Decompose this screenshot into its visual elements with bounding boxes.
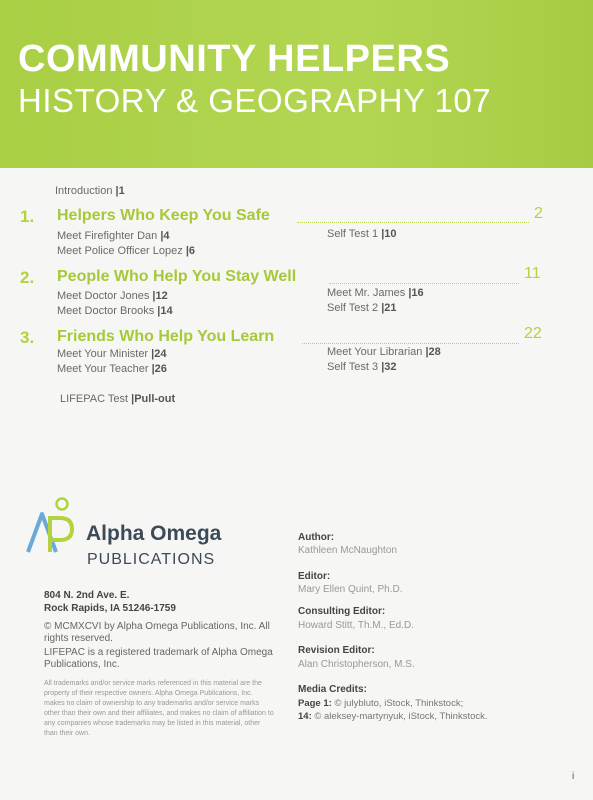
- consulting-editor-name: Howard Stitt, Th.M., Ed.D.: [298, 620, 414, 631]
- revision-editor-name: Alan Christopherson, M.S.: [298, 659, 415, 670]
- toc-entry-label: Meet Firefighter Dan: [57, 230, 158, 242]
- section-3-leader: [302, 343, 519, 344]
- toc-lifepac-test: [60, 393, 175, 405]
- toc-entry-page: |21: [381, 302, 397, 314]
- media-credit-2-label: 14:: [298, 711, 312, 722]
- trademark-fineprint: All trademarks and/or service marks referenced in this material are the property of their respective owners. Alpha Omega Publications, Inc. makes no claim of ownership to any trademarks and/or service marks other than their own and their affiliates, and makes no claim of affiliation to any companies whose trademarks may be listed in this material, other than their own.: [44, 680, 274, 737]
- course-subtitle: HISTORY & GEOGRAPHY 107: [18, 82, 492, 119]
- cover-banner: [0, 0, 593, 168]
- section-2-leader: [329, 283, 519, 284]
- toc-entry: [57, 305, 173, 317]
- section-1-leader: [297, 222, 529, 223]
- toc-entry: [57, 230, 170, 242]
- media-credit-1: [298, 698, 463, 709]
- media-credits-label: Media Credits:: [298, 684, 367, 695]
- section-3-number: 3.: [20, 328, 35, 347]
- toc-entry: [57, 348, 167, 360]
- toc-entry-page: |24: [151, 348, 167, 360]
- toc-entry-label: Self Test 2: [327, 302, 379, 314]
- page-number: i: [572, 771, 575, 782]
- address-line-1: 804 N. 2nd Ave. E.: [44, 590, 130, 601]
- editor-name: Mary Ellen Quint, Ph.D.: [298, 584, 403, 595]
- toc-entry-label: Meet Police Officer Lopez: [57, 245, 183, 257]
- toc-entry: [327, 346, 441, 358]
- toc-entry: [57, 363, 167, 375]
- section-3-title: Friends Who Help You Learn: [57, 328, 275, 345]
- media-credit-2: [298, 711, 488, 722]
- editor-label: Editor:: [298, 571, 331, 582]
- toc-entry-page: |16: [408, 287, 424, 299]
- section-1-number: 1.: [20, 207, 35, 226]
- toc-entry: [327, 228, 397, 240]
- revision-editor-label: Revision Editor:: [298, 645, 375, 656]
- section-2-number: 2.: [20, 268, 35, 287]
- author-label: Author:: [298, 532, 335, 543]
- toc-lifepac-page: |Pull-out: [131, 393, 176, 405]
- section-2-page: 11: [524, 265, 541, 282]
- toc-entry-page: |4: [160, 230, 170, 242]
- media-credit-1-label: Page 1:: [298, 698, 332, 709]
- alpha-omega-logo-icon: [24, 496, 78, 558]
- toc-entry-page: |6: [185, 245, 196, 257]
- toc-entry-page: |28: [425, 346, 441, 358]
- publisher-subname: PUBLICATIONS: [87, 551, 216, 568]
- publisher-name: Alpha Omega: [86, 522, 222, 545]
- toc-entry-label: Meet Your Librarian: [327, 346, 423, 358]
- toc-entry-page: |26: [151, 363, 167, 375]
- toc-entry-label: Meet Your Teacher: [57, 363, 149, 375]
- toc-entry-label: Meet Your Minister: [57, 348, 149, 360]
- unit-title: COMMUNITY HELPERS: [18, 38, 451, 80]
- media-credit-2-text: © aleksey-martynyuk, iStock, Thinkstock.: [314, 711, 488, 722]
- toc-entry-page: |14: [157, 305, 173, 317]
- toc-lifepac-label: LIFEPAC Test: [60, 393, 129, 405]
- section-1-title: Helpers Who Keep You Safe: [57, 207, 270, 224]
- section-3-page: 22: [524, 325, 542, 342]
- toc-entry-label: Meet Doctor Brooks: [57, 305, 155, 317]
- toc-entry-label: Self Test 1: [327, 228, 379, 240]
- toc-entry: [327, 287, 424, 299]
- section-1-page: 2: [534, 205, 543, 222]
- toc-entry-page: |12: [152, 290, 168, 302]
- toc-entry-page: |10: [381, 228, 397, 240]
- toc-entry: [57, 290, 168, 302]
- toc-intro: [55, 185, 125, 197]
- address-line-2: Rock Rapids, IA 51246-1759: [44, 603, 176, 614]
- section-2-title: People Who Help You Stay Well: [57, 268, 297, 285]
- toc-entry-label: Self Test 3: [327, 361, 379, 373]
- toc-entry: [57, 245, 195, 257]
- toc-entry: [327, 302, 397, 314]
- toc-entry-label: Meet Mr. James: [327, 287, 406, 299]
- toc-entry-label: Meet Doctor Jones: [57, 290, 150, 302]
- toc-intro-page: |1: [115, 185, 125, 197]
- toc-intro-label: Introduction: [55, 185, 113, 197]
- toc-entry: [327, 361, 397, 373]
- media-credit-1-text: © julybluto, iStock, Thinkstock;: [334, 698, 464, 709]
- author-name: Kathleen McNaughton: [298, 545, 397, 556]
- toc-entry-page: |32: [381, 361, 397, 373]
- consulting-editor-label: Consulting Editor:: [298, 606, 386, 617]
- copyright-notice: © MCMXCVI by Alpha Omega Publications, Inc. All rights reserved.: [44, 621, 270, 644]
- trademark-notice: LIFEPAC is a registered trademark of Alpha Omega Publications, Inc.: [44, 647, 273, 670]
